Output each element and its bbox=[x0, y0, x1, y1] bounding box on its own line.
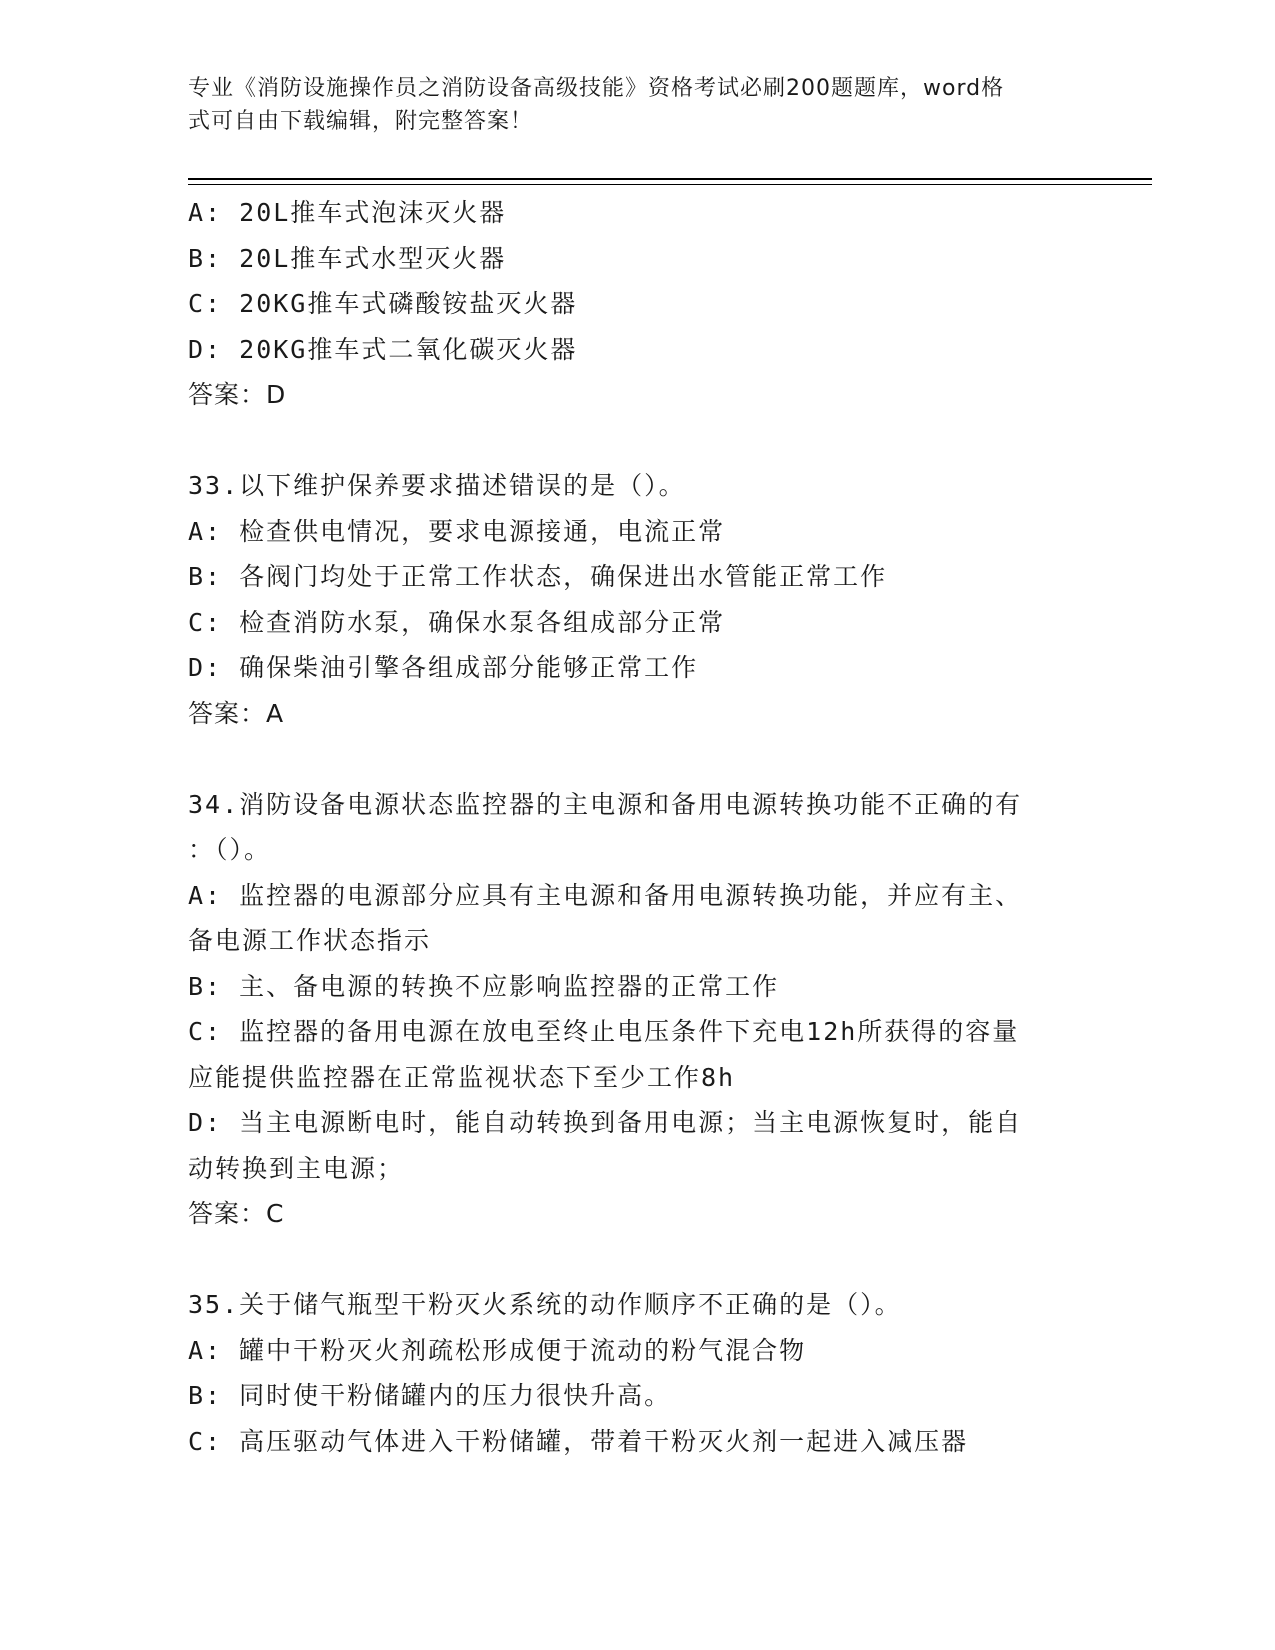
answer-line: 答案：D bbox=[188, 380, 287, 409]
page-header bbox=[188, 72, 1088, 138]
question-block-33 bbox=[188, 463, 1088, 736]
option-a: A: 监控器的电源部分应具有主电源和备用电源转换功能，并应有主、 bbox=[188, 880, 1023, 910]
option-b: B: 20L推车式水型灭火器 bbox=[188, 243, 507, 273]
question-content bbox=[188, 190, 1088, 1464]
question-block-32 bbox=[188, 190, 1088, 418]
question-text-continued: ：（）。 bbox=[188, 835, 272, 864]
question-text: 34.消防设备电源状态监控器的主电源和备用电源转换功能不正确的有 bbox=[188, 789, 1023, 819]
header-line-2: 式可自由下载编辑，附完整答案！ bbox=[188, 109, 534, 134]
option-d: D: 确保柴油引擎各组成部分能够正常工作 bbox=[188, 653, 699, 682]
option-a: A: 检查供电情况，要求电源接通，电流正常 bbox=[188, 516, 726, 546]
question-block-35 bbox=[188, 1282, 1088, 1464]
option-d-continued: 动转换到主电源； bbox=[188, 1153, 405, 1183]
answer-line: 答案：C bbox=[188, 1199, 285, 1228]
option-c: C: 高压驱动气体进入干粉储罐，带着干粉灭火剂一起进入减压器 bbox=[188, 1426, 969, 1456]
option-a: A: 罐中干粉灭火剂疏松形成便于流动的粉气混合物 bbox=[188, 1335, 807, 1365]
option-a: A: 20L推车式泡沫灭火器 bbox=[188, 198, 507, 227]
question-text: 33.以下维护保养要求描述错误的是（）。 bbox=[188, 471, 686, 500]
option-c: C: 20KG推车式磷酸铵盐灭火器 bbox=[188, 289, 578, 318]
spacer bbox=[188, 418, 1088, 464]
answer-line: 答案：A bbox=[188, 698, 285, 728]
option-b: B: 主、备电源的转换不应影响监控器的正常工作 bbox=[188, 971, 780, 1001]
question-block-34 bbox=[188, 782, 1088, 1237]
header-line-1: 专业《消防设施操作员之消防设备高级技能》资格考试必刷200题题库，word格 bbox=[188, 76, 1005, 101]
spacer bbox=[188, 736, 1088, 782]
question-text: 35.关于储气瓶型干粉灭火系统的动作顺序不正确的是（）。 bbox=[188, 1290, 902, 1319]
option-a-continued: 备电源工作状态指示 bbox=[188, 926, 432, 955]
option-d: D: 20KG推车式二氧化碳灭火器 bbox=[188, 334, 578, 364]
option-b: B: 同时使干粉储罐内的压力很快升高。 bbox=[188, 1381, 672, 1410]
option-c: C: 检查消防水泵，确保水泵各组成部分正常 bbox=[188, 607, 726, 637]
header-rule-thin bbox=[188, 184, 1152, 185]
spacer bbox=[188, 1237, 1088, 1283]
option-c-continued: 应能提供监控器在正常监视状态下至少工作8h bbox=[188, 1062, 736, 1092]
option-d: D: 当主电源断电时，能自动转换到备用电源；当主电源恢复时，能自 bbox=[188, 1108, 1023, 1137]
option-c: C: 监控器的备用电源在放电至终止电压条件下充电12h所获得的容量 bbox=[188, 1017, 1020, 1046]
option-b: B: 各阀门均处于正常工作状态，确保进出水管能正常工作 bbox=[188, 562, 888, 591]
header-rule-thick bbox=[188, 178, 1152, 180]
